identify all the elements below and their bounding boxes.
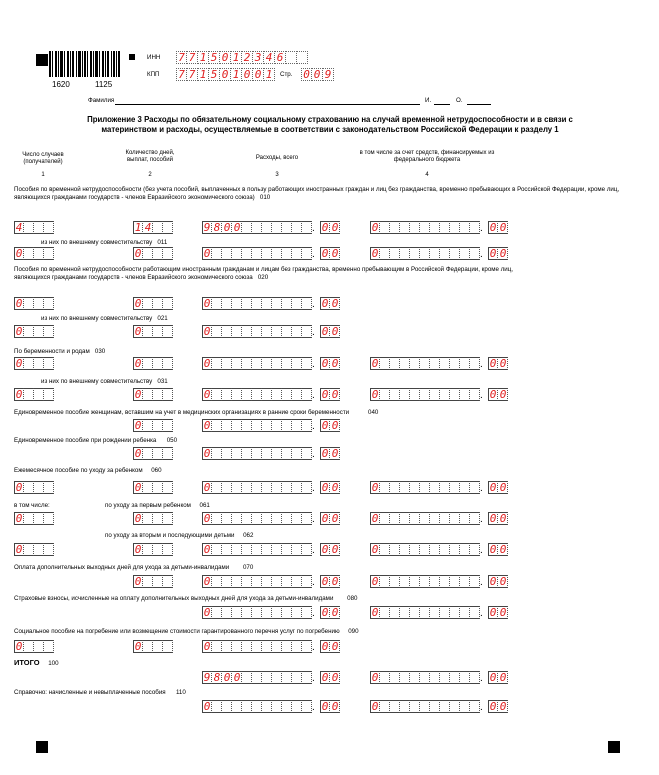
r062-c2-field[interactable] [133, 543, 173, 557]
r061-c3-kopecks-field[interactable] [320, 512, 340, 526]
r011-c3-kopecks-field[interactable] [320, 247, 340, 261]
r031-c4-field-value: 0 [371, 388, 379, 401]
r100-c4-field[interactable] [370, 671, 480, 685]
r010-c4-field[interactable] [370, 221, 480, 235]
r110-c3-kopecks-field[interactable] [320, 700, 340, 714]
r100-c3-kopecks-field[interactable] [320, 671, 340, 685]
r100-c3-decimal-point: . [312, 673, 315, 684]
line-021-code: 021 [157, 315, 168, 322]
line-060-label: Ежемесячное пособие по уходу за ребенком 060 [14, 467, 162, 474]
line-062-code: 062 [243, 532, 254, 539]
r060-c2-field-value: 0 [134, 481, 142, 494]
column-header-3: Расходы, всего [255, 155, 299, 161]
r031-c3-kopecks-field[interactable] [320, 388, 340, 402]
r070-c3-kopecks-field-value: 0 0 [321, 575, 339, 588]
column-number-2: 2 [148, 172, 152, 178]
r040-c2-field-value: 0 [134, 419, 142, 432]
inn-digit: 3 [253, 51, 264, 64]
r060-c3-kopecks-field-value: 0 0 [321, 481, 339, 494]
r030-c2-field-value: 0 [134, 357, 142, 370]
r010-c2-field-value: 1 4 [134, 221, 152, 234]
r011-c3-kopecks-field-value: 0 0 [321, 247, 339, 260]
page-digit: 0 [301, 68, 312, 81]
r011-c4-field[interactable] [370, 247, 480, 261]
r070-c4-field[interactable] [370, 575, 480, 589]
barcode-left-number: 1620 [52, 80, 70, 89]
r061-c3-decimal-point: . [312, 514, 315, 525]
r090-c3-field[interactable] [202, 640, 312, 654]
inn-digit: 1 [231, 51, 242, 64]
r010-c1-field[interactable] [14, 221, 54, 235]
r031-c4-field[interactable] [370, 388, 480, 402]
barcode-right-number: 1125 [95, 80, 113, 89]
line-011-code: 011 [157, 239, 168, 246]
line-110-label: Справочно: начисленные и невыплаченные пособия 110 [14, 689, 186, 696]
r031-c1-field-value: 0 [15, 388, 23, 401]
r050-c2-field-value: 0 [134, 447, 142, 460]
r100-c4-decimal-point: . [480, 673, 483, 684]
corner-marker-bottom-right [608, 741, 620, 753]
inn-digit: 0 [220, 51, 231, 64]
initial-i-label: И. [425, 97, 432, 104]
r040-c3-kopecks-field-value: 0 0 [321, 419, 339, 432]
line-040-code: 040 [368, 409, 379, 416]
r010-c3-decimal-point: . [312, 223, 315, 234]
r060-c1-field-value: 0 [15, 481, 23, 494]
line-100-label: ИТОГО 100 [14, 658, 59, 667]
r021-c3-field[interactable] [202, 325, 312, 339]
r010-c3-kopecks-field-value: 0 0 [321, 221, 339, 234]
r021-c2-field-value: 0 [134, 325, 142, 338]
r100-c3-field[interactable] [202, 671, 312, 685]
r080-c4-field[interactable] [370, 606, 480, 620]
r110-c4-kopecks-field[interactable] [488, 700, 508, 714]
r061-c2-field[interactable] [133, 512, 173, 526]
r061-c4-kopecks-field[interactable] [488, 512, 508, 526]
r110-c4-decimal-point: . [480, 702, 483, 713]
r062-c4-kopecks-field-value: 0 0 [489, 543, 507, 556]
r010-c2-field[interactable] [133, 221, 173, 235]
r021-c3-field-value: 0 [203, 325, 211, 338]
r070-c2-field-value: 0 [134, 575, 142, 588]
r110-c4-kopecks-field-value: 0 0 [489, 700, 507, 713]
r030-c3-decimal-point: . [312, 359, 315, 370]
r090-c3-kopecks-field[interactable] [320, 640, 340, 654]
line-011-label: из них по внешнему совместительству 011 [41, 239, 168, 246]
line-020-label: Пособия по временной нетрудоспособности работающим иностранным гражданам и лицам без гражданства, временно пребывающим в Российской Федерации, кроме лиц, являющихся гражданами государств - членов Евразийского экономического союза 020 [14, 266, 514, 281]
r062-c2-field-value: 0 [134, 543, 142, 556]
r031-c2-field[interactable] [133, 388, 173, 402]
r020-c2-field[interactable] [133, 297, 173, 311]
inn-digit: 4 [264, 51, 275, 64]
inn-digit: 2 [242, 51, 253, 64]
r031-c2-field-value: 0 [134, 388, 142, 401]
r061-c1-field[interactable] [14, 512, 54, 526]
r021-c3-kopecks-field-value: 0 0 [321, 325, 339, 338]
r030-c4-field[interactable] [370, 357, 480, 371]
r090-c3-field-value: 0 [203, 640, 211, 653]
r040-c3-field[interactable] [202, 419, 312, 433]
r062-c1-field-value: 0 [15, 543, 23, 556]
r080-c4-kopecks-field-value: 0 0 [489, 606, 507, 619]
inn-digit: 7 [187, 51, 198, 64]
page-digit: 9 [323, 68, 334, 81]
r060-c3-field-value: 0 [203, 481, 211, 494]
line-110-code: 110 [175, 689, 186, 696]
r110-c3-field-value: 0 [203, 700, 211, 713]
r050-c3-field-value: 0 [203, 447, 211, 460]
r010-c3-field-value: 9 8 0 0 [203, 221, 241, 234]
page-number-field[interactable] [301, 68, 334, 81]
r090-c1-field-value: 0 [15, 640, 23, 653]
r020-c1-field[interactable] [14, 297, 54, 311]
corner-marker-bottom-left [36, 741, 48, 753]
r011-c2-field-value: 0 [134, 247, 142, 260]
r011-c4-field-value: 0 [371, 247, 379, 260]
line-070-code: 070 [242, 564, 254, 571]
r030-c3-kopecks-field-value: 0 0 [321, 357, 339, 370]
r090-c3-decimal-point: . [312, 642, 315, 653]
inn-digit: 7 [176, 51, 187, 64]
r061-c4-field-value: 0 [371, 512, 379, 525]
line-100-code: 100 [48, 660, 59, 667]
inn-field[interactable] [176, 51, 308, 64]
inn-digit: 6 [275, 51, 286, 64]
r031-c1-field[interactable] [14, 388, 54, 402]
r061-c1-field-value: 0 [15, 512, 23, 525]
line-061-prefix: в том числе: [14, 502, 50, 509]
r011-c4-kopecks-field[interactable] [488, 247, 508, 261]
r050-c3-kopecks-field-value: 0 0 [321, 447, 339, 460]
r062-c4-field-value: 0 [371, 543, 379, 556]
line-080-label: Страховые взносы, исчисленные на оплату дополнительных выходных дней для ухода за детьми-инвалидами 080 [14, 595, 358, 602]
r080-c3-kopecks-field[interactable] [320, 606, 340, 620]
line-021-label: из них по внешнему совместительству 021 [41, 315, 168, 322]
column-number-3: 3 [275, 172, 279, 178]
r020-c3-field[interactable] [202, 297, 312, 311]
r011-c4-kopecks-field-value: 0 0 [489, 247, 507, 260]
r061-c4-kopecks-field-value: 0 0 [489, 512, 507, 525]
r110-c3-kopecks-field-value: 0 0 [321, 700, 339, 713]
header-square-marker [129, 54, 135, 60]
line-010-code: 010 [259, 193, 271, 201]
r070-c4-kopecks-field-value: 0 0 [489, 575, 507, 588]
line-060-code: 060 [151, 467, 162, 474]
r061-c4-decimal-point: . [480, 514, 483, 525]
corner-marker-top-left [36, 54, 48, 66]
r030-c4-kopecks-field-value: 0 0 [489, 357, 507, 370]
r110-c4-field-value: 0 [371, 700, 379, 713]
column-header-1: Число случаев (получателей) [22, 152, 64, 165]
page-title: Приложение 3 Расходы по обязательному социальному страхованию на случай временной нетрудоспособности и в связи с материнством и расходы, осуществляемые в соответствии с законодательством Российской Федерации к разделу 1 [87, 115, 573, 134]
r070-c3-field-value: 0 [203, 575, 211, 588]
r050-c3-decimal-point: . [312, 449, 315, 460]
r050-c3-kopecks-field[interactable] [320, 447, 340, 461]
r060-c3-field[interactable] [202, 481, 312, 495]
r050-c2-field[interactable] [133, 447, 173, 461]
inn-digit [297, 51, 308, 64]
r062-c1-field[interactable] [14, 543, 54, 557]
r011-c3-field-value: 0 [203, 247, 211, 260]
r100-c3-field-value: 9 8 0 0 [203, 671, 241, 684]
line-020-code: 020 [257, 273, 269, 281]
r062-c3-kopecks-field-value: 0 0 [321, 543, 339, 556]
r061-c3-field[interactable] [202, 512, 312, 526]
line-090-code: 090 [348, 628, 359, 635]
kpp-digit: 1 [264, 68, 275, 81]
r030-c3-kopecks-field[interactable] [320, 357, 340, 371]
initial-o-label: О. [456, 97, 463, 104]
column-header-4: в том числе за счет средств, финансируемых из федерального бюджета [359, 150, 495, 163]
r011-c3-field[interactable] [202, 247, 312, 261]
r020-c3-kopecks-field[interactable] [320, 297, 340, 311]
r011-c2-field[interactable] [133, 247, 173, 261]
line-050-code: 050 [166, 437, 178, 444]
r062-c3-kopecks-field[interactable] [320, 543, 340, 557]
r100-c4-kopecks-field[interactable] [488, 671, 508, 685]
line-030-code: 030 [94, 348, 106, 355]
r021-c3-decimal-point: . [312, 327, 315, 338]
inn-digit [286, 51, 297, 64]
initial-i-line[interactable] [434, 104, 450, 105]
r010-c4-field-value: 0 [371, 221, 379, 234]
r030-c4-kopecks-field[interactable] [488, 357, 508, 371]
r040-c3-field-value: 0 [203, 419, 211, 432]
r060-c4-field[interactable] [370, 481, 480, 495]
r062-c3-field[interactable] [202, 543, 312, 557]
r062-c3-decimal-point: . [312, 545, 315, 556]
r070-c3-field[interactable] [202, 575, 312, 589]
r060-c3-decimal-point: . [312, 483, 315, 494]
r010-c3-field[interactable] [202, 221, 312, 235]
r070-c3-kopecks-field[interactable] [320, 575, 340, 589]
r030-c3-field[interactable] [202, 357, 312, 371]
r020-c1-field-value: 0 [15, 297, 23, 310]
r090-c3-kopecks-field-value: 0 0 [321, 640, 339, 653]
r050-c3-field[interactable] [202, 447, 312, 461]
kpp-digit: 1 [231, 68, 242, 81]
r040-c2-field[interactable] [133, 419, 173, 433]
line-010-label: Пособия по временной нетрудоспособности (без учета пособий, выплаченных в пользу работающих иностранных граждан и лиц без гражданства, временно пребывающих в Российской Федерации, кроме лиц, являющихся гражданами государств - членов Евразийского экономического союза) 010 [14, 186, 620, 201]
r060-c4-kopecks-field[interactable] [488, 481, 508, 495]
r030-c3-field-value: 0 [203, 357, 211, 370]
r060-c4-decimal-point: . [480, 483, 483, 494]
column-header-2: Количество дней, выплат, пособий [125, 150, 175, 163]
r100-c3-kopecks-field-value: 0 0 [321, 671, 339, 684]
r080-c3-field[interactable] [202, 606, 312, 620]
r090-c2-field[interactable] [133, 640, 173, 654]
r070-c4-decimal-point: . [480, 577, 483, 588]
r061-c4-field[interactable] [370, 512, 480, 526]
r011-c1-field-value: 0 [15, 247, 23, 260]
r011-c4-decimal-point: . [480, 249, 483, 260]
line-050-label: Единовременное пособие при рождении ребенка 050 [14, 437, 178, 444]
r020-c3-kopecks-field-value: 0 0 [321, 297, 339, 310]
r031-c4-kopecks-field-value: 0 0 [489, 388, 507, 401]
r021-c1-field-value: 0 [15, 325, 23, 338]
r062-c4-decimal-point: . [480, 545, 483, 556]
r070-c2-field[interactable] [133, 575, 173, 589]
r021-c2-field[interactable] [133, 325, 173, 339]
kpp-digit: 0 [220, 68, 231, 81]
r021-c3-kopecks-field[interactable] [320, 325, 340, 339]
r080-c3-kopecks-field-value: 0 0 [321, 606, 339, 619]
column-number-1: 1 [41, 172, 45, 178]
r110-c3-decimal-point: . [312, 702, 315, 713]
r110-c3-field[interactable] [202, 700, 312, 714]
r100-c4-kopecks-field-value: 0 0 [489, 671, 507, 684]
r011-c3-decimal-point: . [312, 249, 315, 260]
r060-c4-field-value: 0 [371, 481, 379, 494]
r062-c4-kopecks-field[interactable] [488, 543, 508, 557]
r070-c4-field-value: 0 [371, 575, 379, 588]
r061-c2-field-value: 0 [134, 512, 142, 525]
r040-c3-decimal-point: . [312, 421, 315, 432]
line-061-label: по уходу за первым ребенком 061 [105, 502, 210, 509]
surname-label: Фамилия [88, 97, 115, 104]
r030-c1-field-value: 0 [15, 357, 23, 370]
r080-c4-field-value: 0 [371, 606, 379, 619]
r060-c3-kopecks-field[interactable] [320, 481, 340, 495]
kpp-field[interactable] [176, 68, 275, 81]
r040-c3-kopecks-field[interactable] [320, 419, 340, 433]
kpp-label: КПП [147, 71, 160, 78]
r010-c4-kopecks-field-value: 0 0 [489, 221, 507, 234]
r062-c4-field[interactable] [370, 543, 480, 557]
line-040-label: Единовременное пособие женщинам, вставшим на учет в медицинских организациях в ранние сроки беременности 040 [14, 409, 379, 416]
r031-c3-field-value: 0 [203, 388, 211, 401]
r021-c1-field[interactable] [14, 325, 54, 339]
kpp-digit: 0 [253, 68, 264, 81]
r010-c4-decimal-point: . [480, 223, 483, 234]
kpp-digit: 7 [187, 68, 198, 81]
line-070-label: Оплата дополнительных выходных дней для ухода за детьми-инвалидами 070 [14, 564, 254, 571]
r031-c3-field[interactable] [202, 388, 312, 402]
r060-c2-field[interactable] [133, 481, 173, 495]
r080-c3-field-value: 0 [203, 606, 211, 619]
line-030-label: По беременности и родам 030 [14, 348, 106, 355]
r031-c4-decimal-point: . [480, 390, 483, 401]
inn-digit: 1 [198, 51, 209, 64]
r070-c3-decimal-point: . [312, 577, 315, 588]
r030-c4-decimal-point: . [480, 359, 483, 370]
r011-c1-field[interactable] [14, 247, 54, 261]
r030-c2-field[interactable] [133, 357, 173, 371]
r010-c4-kopecks-field[interactable] [488, 221, 508, 235]
r080-c4-decimal-point: . [480, 608, 483, 619]
r062-c3-field-value: 0 [203, 543, 211, 556]
page-digit: 0 [312, 68, 323, 81]
kpp-digit: 1 [198, 68, 209, 81]
r061-c3-kopecks-field-value: 0 0 [321, 512, 339, 525]
r070-c4-kopecks-field[interactable] [488, 575, 508, 589]
r031-c4-kopecks-field[interactable] [488, 388, 508, 402]
initial-o-line[interactable] [467, 104, 491, 105]
r060-c4-kopecks-field-value: 0 0 [489, 481, 507, 494]
surname-line[interactable] [115, 104, 420, 105]
r030-c1-field[interactable] [14, 357, 54, 371]
r061-c3-field-value: 0 [203, 512, 211, 525]
r020-c3-decimal-point: . [312, 299, 315, 310]
line-080-code: 080 [347, 595, 358, 602]
inn-label: ИНН [147, 54, 161, 61]
r110-c4-field[interactable] [370, 700, 480, 714]
r031-c3-kopecks-field-value: 0 0 [321, 388, 339, 401]
line-061-code: 061 [199, 502, 210, 509]
r020-c2-field-value: 0 [134, 297, 142, 310]
line-062-label: по уходу за вторым и последующими детьми 062 [105, 532, 254, 539]
r020-c3-field-value: 0 [203, 297, 211, 310]
column-number-4: 4 [425, 172, 429, 178]
r080-c4-kopecks-field[interactable] [488, 606, 508, 620]
r090-c2-field-value: 0 [134, 640, 142, 653]
r030-c4-field-value: 0 [371, 357, 379, 370]
r060-c1-field[interactable] [14, 481, 54, 495]
kpp-digit: 5 [209, 68, 220, 81]
inn-digit: 5 [209, 51, 220, 64]
r080-c3-decimal-point: . [312, 608, 315, 619]
kpp-digit: 0 [242, 68, 253, 81]
line-031-label: из них по внешнему совместительству 031 [41, 378, 168, 385]
r100-c4-field-value: 0 [371, 671, 379, 684]
kpp-digit: 7 [176, 68, 187, 81]
r031-c3-decimal-point: . [312, 390, 315, 401]
r090-c1-field[interactable] [14, 640, 54, 654]
r010-c3-kopecks-field[interactable] [320, 221, 340, 235]
line-031-code: 031 [157, 378, 168, 385]
line-090-label: Социальное пособие на погребение или возмещение стоимости гарантированного перечня услуг по погребению 090 [14, 628, 359, 635]
r010-c1-field-value: 4 [15, 221, 23, 234]
page-label: Стр. [280, 71, 293, 78]
